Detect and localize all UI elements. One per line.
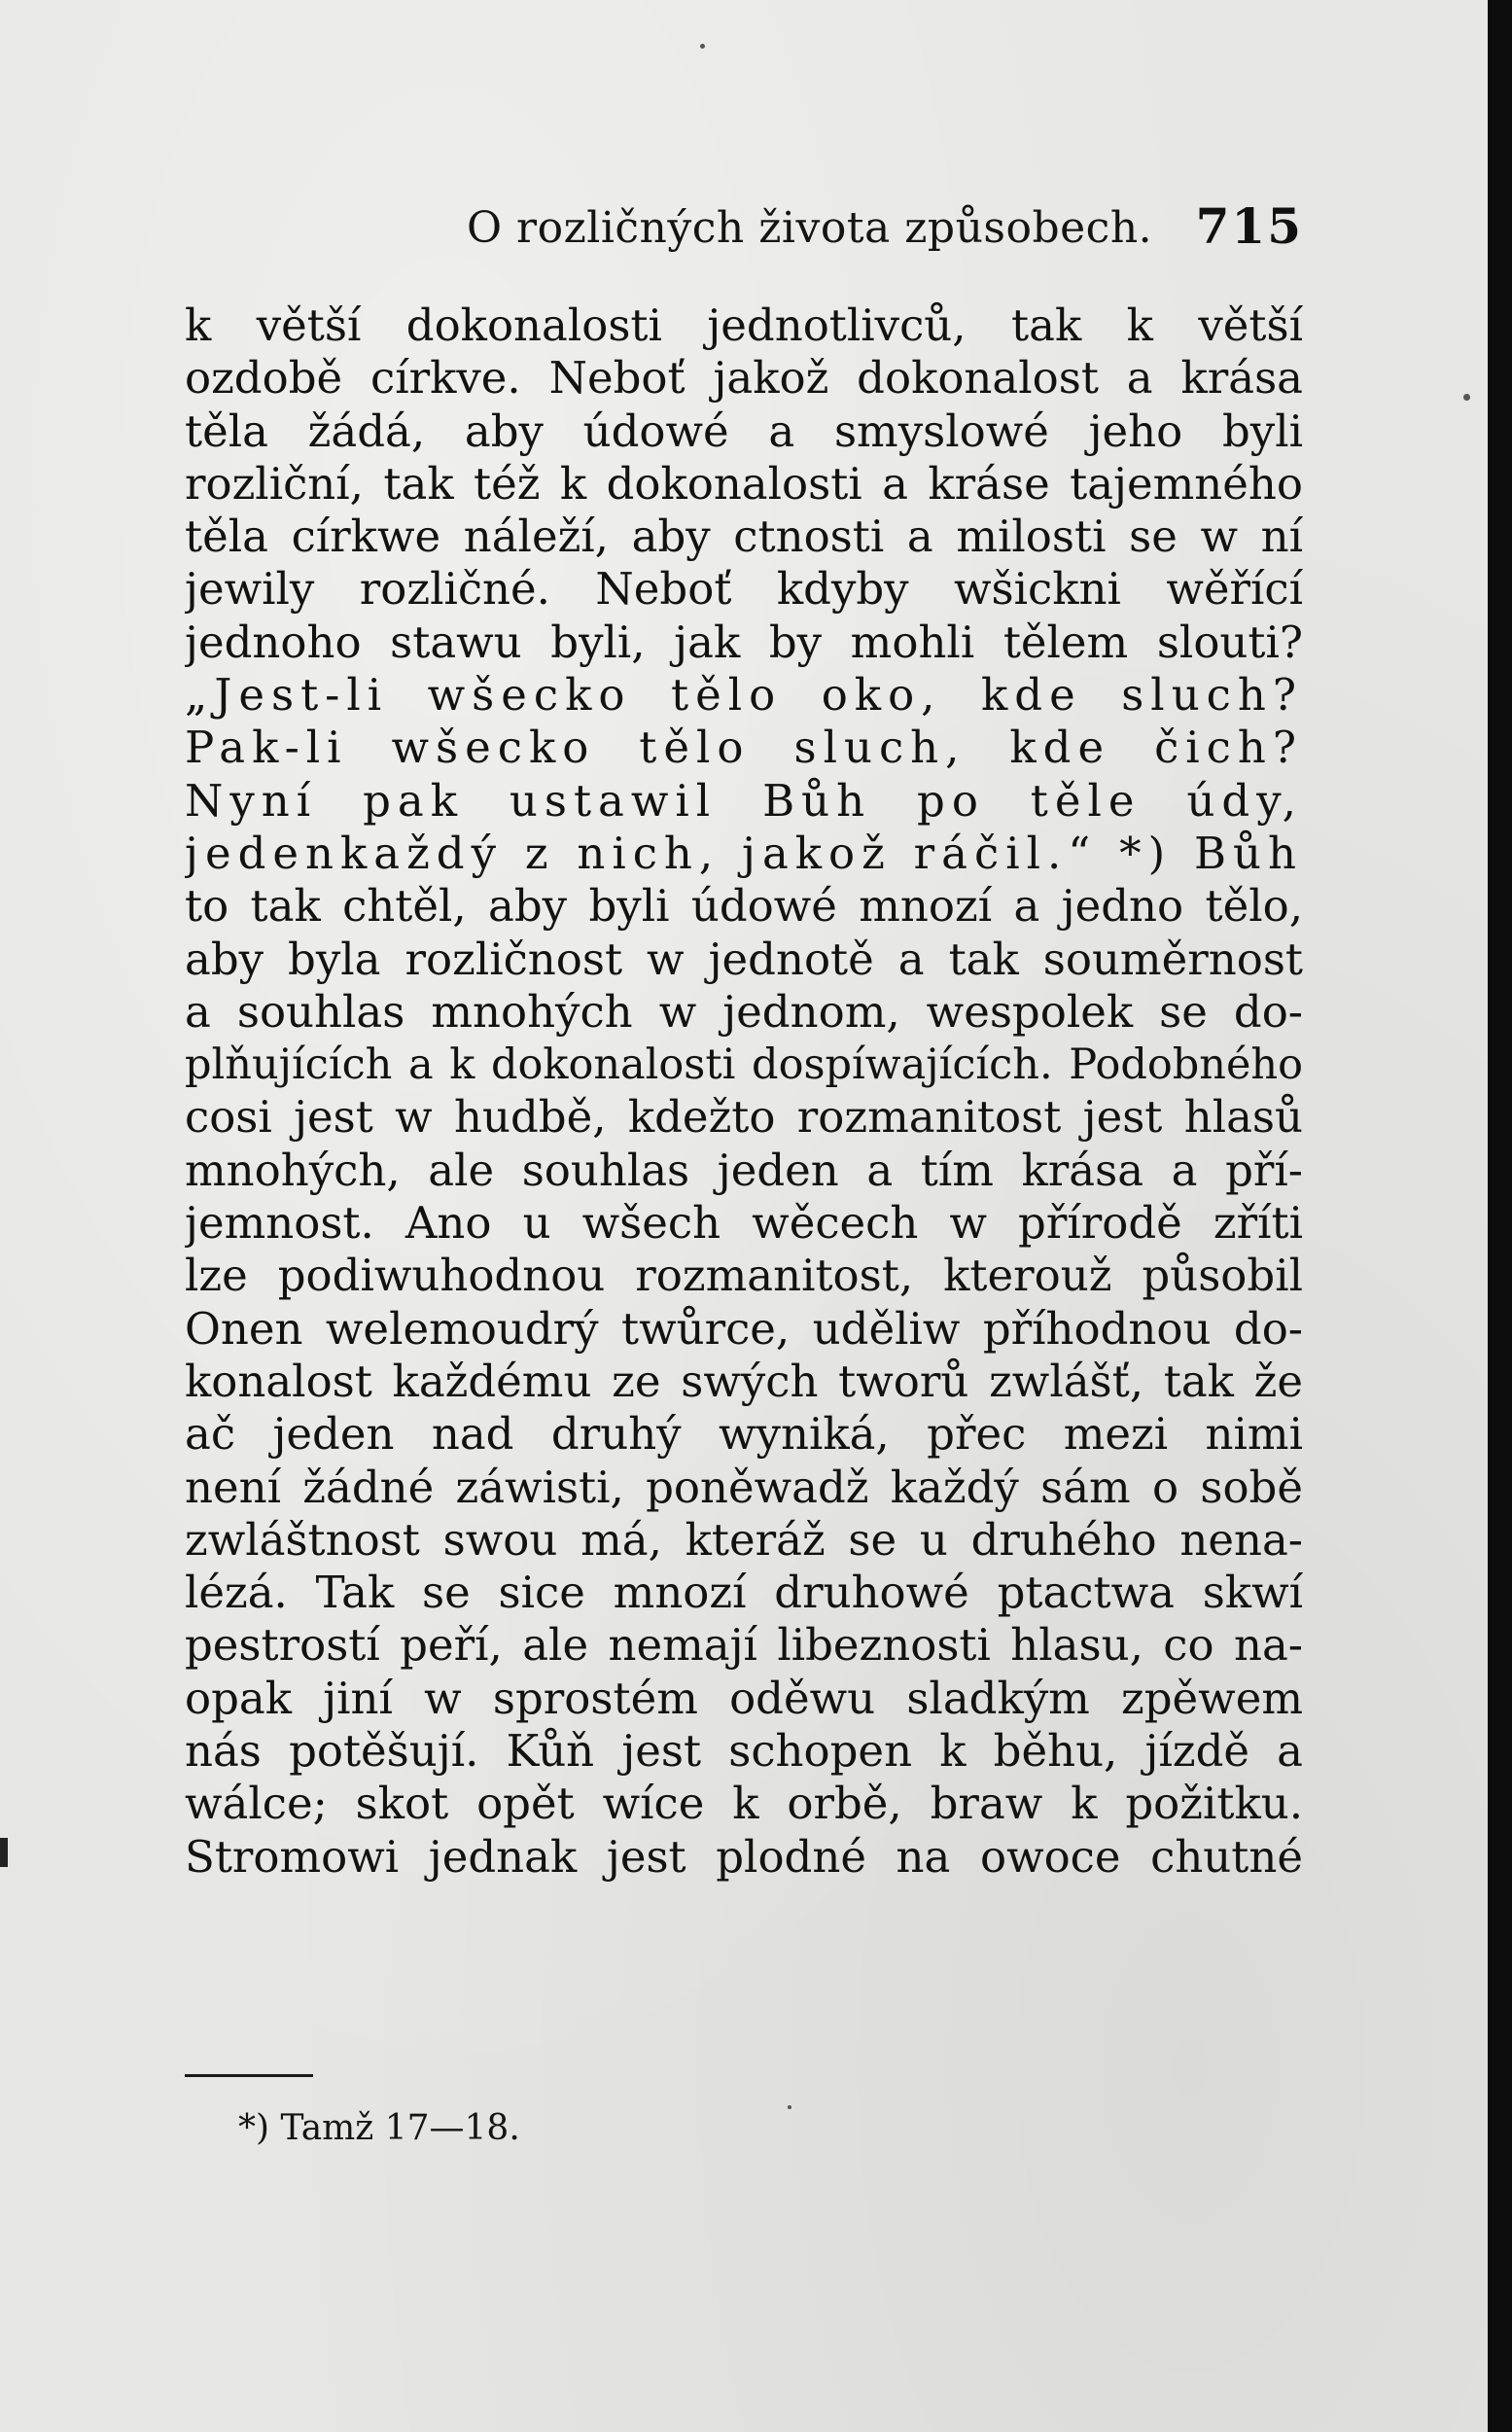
text-line: lze podiwuhodnou rozmanitost, kterouž působil: [185, 1250, 1303, 1302]
text-line: těla žádá, aby údowé a smyslowé jeho byli: [185, 405, 1303, 457]
text-line-quote: Nyní pak ustawil Bůh po těle údy,: [185, 774, 1303, 827]
text-line: k větší dokonalosti jednotlivců, tak k větší: [185, 300, 1303, 351]
text-line: konalost každému ze swých tworů zwlášť, tak že: [185, 1355, 1303, 1407]
text-line: Stromowi jednak jest plodné na owoce chutné: [185, 1830, 1303, 1883]
print-speck: [700, 44, 705, 49]
text-line: není žádné záwisti, poněwadž každý sám o sobě: [185, 1461, 1303, 1513]
text-line-quote: jedenkaždý z nich, jakož ráčil.“ *) Bůh: [185, 827, 1303, 879]
print-speck: [1463, 394, 1470, 401]
text-line-quote: „Jest-li wšecko tělo oko, kde sluch?: [185, 669, 1303, 722]
text-line: zwláštnost swou má, kteráž se u druhého nena-: [185, 1513, 1303, 1566]
text-line: a souhlas mnohých w jednom, wespolek se do-: [185, 985, 1303, 1038]
running-title: O rozličných života způsobech.: [467, 203, 1153, 253]
text-line: plňujících a k dokonalosti dospíwajících. Podobného: [185, 1040, 1303, 1090]
text-line: lézá. Tak se sice mnozí druhowé ptactwa skwí: [185, 1567, 1303, 1619]
text-line-quote: Pak-li wšecko tělo sluch, kde čich?: [185, 722, 1303, 774]
text-line: wálce; skot opět wíce k orbě, braw k požitku.: [185, 1778, 1303, 1830]
page-header: [185, 190, 1303, 267]
text-line: ač jeden nad druhý wyniká, přec mezi nimi: [185, 1408, 1303, 1461]
page-number: 715: [1195, 197, 1303, 255]
footnote-rule: [185, 2074, 313, 2077]
text-line: Onen welemoudrý twůrce, uděliw příhodnou do-: [185, 1302, 1303, 1355]
text-line: to tak chtěl, aby byli údowé mnozí a jedno tělo,: [185, 880, 1303, 933]
text-line: nás potěšují. Kůň jest schopen k běhu, jízdě a: [185, 1725, 1303, 1778]
text-line: jewily rozličné. Neboť kdyby wšickni wěřící: [185, 563, 1303, 616]
print-speck: [788, 2105, 791, 2109]
text-line: aby byla rozličnost w jednotě a tak souměrnost: [185, 933, 1303, 985]
text-line: rozliční, tak též k dokonalosti a kráse tajemného: [185, 457, 1303, 510]
scan-edge: [1488, 0, 1512, 2432]
text-line: těla církwe náleží, aby ctnosti a milosti se w ní: [185, 511, 1303, 563]
text-line: cosi jest w hudbě, kdežto rozmanitost jest hlasů: [185, 1091, 1303, 1144]
text-line: mnohých, ale souhlas jeden a tím krása a pří-: [185, 1144, 1303, 1196]
text-line: ozdobě církve. Neboť jakož dokonalost a krása: [185, 352, 1303, 405]
gutter-mark: [0, 1838, 8, 1867]
text-line: opak jiní w sprostém oděwu sladkým zpěwem: [185, 1672, 1303, 1724]
text-line: pestrostí peří, ale nemají libeznosti hlasu, co na-: [185, 1619, 1303, 1672]
body-text: [185, 300, 1303, 1884]
text-line: jednoho stawu byli, jak by mohli tělem slouti?: [185, 616, 1303, 668]
footnote: *) Tamž 17—18.: [238, 2108, 520, 2148]
text-line: jemnost. Ano u wšech wěcech w přírodě zříti: [185, 1197, 1303, 1250]
